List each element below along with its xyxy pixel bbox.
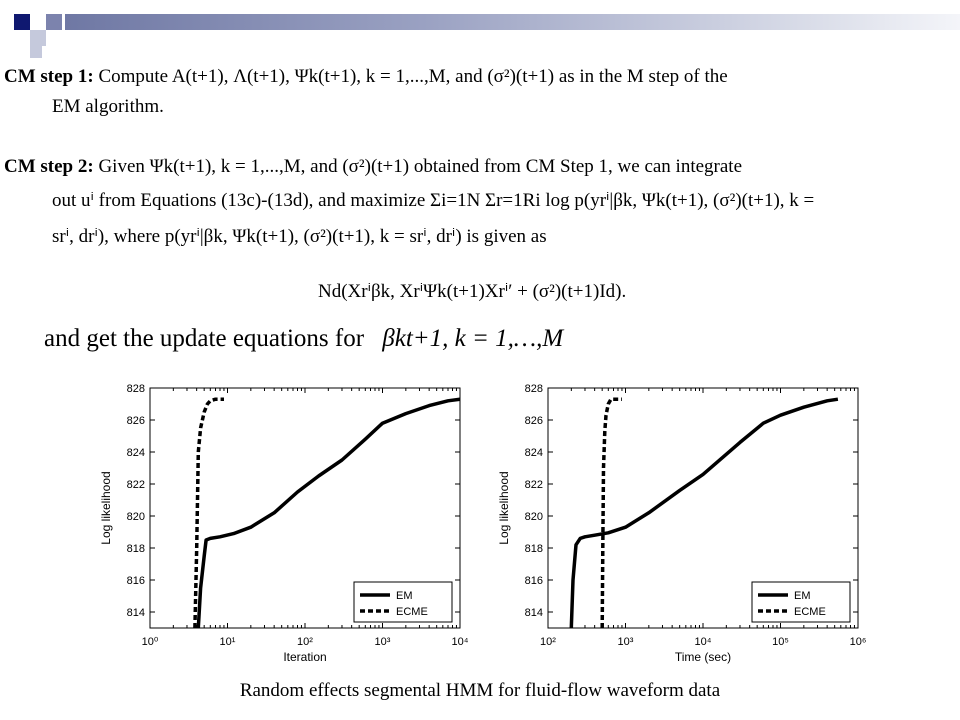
cm-step1-heading: CM step 1: xyxy=(4,66,94,87)
y-tick-label: 818 xyxy=(126,543,145,555)
cm-step2-heading: CM step 2: xyxy=(4,156,94,177)
x-tick-label: 10⁴ xyxy=(694,636,712,648)
series-line-ecme xyxy=(602,399,622,628)
x-tick-label: 10⁰ xyxy=(141,636,159,648)
accent-square-mid xyxy=(46,14,62,30)
legend-label-em: EM xyxy=(794,590,811,602)
y-tick-label: 816 xyxy=(126,575,145,587)
cm-step1-continued: EM algorithm. xyxy=(52,96,164,117)
y-tick-label: 814 xyxy=(524,607,543,619)
chart-iteration xyxy=(90,378,480,668)
cm-step2-line2: out uⁱ from Equations (13c)-(13d), and maximize Σi=1N Σr=1Ri log p(yrⁱ|βk, Ψk(t+1), (σ²)(t+1), k = xyxy=(52,190,815,211)
update-statement xyxy=(44,325,563,353)
header-gradient-bar xyxy=(65,14,960,30)
x-axis-label: Iteration xyxy=(283,650,327,664)
y-axis-label: Log likelihood xyxy=(497,471,511,545)
legend-label-ecme: ECME xyxy=(794,606,826,618)
cm-step2 xyxy=(4,152,742,182)
y-tick-label: 820 xyxy=(524,511,543,523)
cm-step1-text: Compute A(t+1), Λ(t+1), Ψk(t+1), k = 1,...,M, and (σ²)(t+1) as in the M step of the xyxy=(98,66,728,87)
slide-caption: Random effects segmental HMM for fluid-flow waveform data xyxy=(239,680,721,701)
y-tick-label: 824 xyxy=(126,447,145,459)
header-decoration xyxy=(0,0,960,60)
x-tick-label: 10¹ xyxy=(219,636,236,648)
y-tick-label: 828 xyxy=(524,383,543,395)
accent-square-dark xyxy=(14,14,30,30)
y-axis-label: Log likelihood xyxy=(99,471,113,545)
y-tick-label: 826 xyxy=(126,415,145,427)
x-tick-label: 10² xyxy=(540,636,556,648)
x-tick-label: 10³ xyxy=(374,636,391,648)
y-tick-label: 816 xyxy=(524,575,543,587)
chart-time xyxy=(488,378,878,668)
cm-step1 xyxy=(4,62,728,92)
y-tick-label: 814 xyxy=(126,607,145,619)
legend xyxy=(752,582,850,622)
x-tick-label: 10³ xyxy=(617,636,634,648)
accent-square-tiny xyxy=(30,46,42,58)
distribution-formula: Nd(Xrⁱβk, XrⁱΨk(t+1)Xrⁱ′ + (σ²)(t+1)Id). xyxy=(318,281,627,302)
y-tick-label: 820 xyxy=(126,511,145,523)
y-tick-label: 826 xyxy=(524,415,543,427)
x-tick-label: 10⁵ xyxy=(772,636,789,648)
y-tick-label: 828 xyxy=(126,383,145,395)
x-tick-label: 10⁴ xyxy=(451,636,469,648)
x-axis-label: Time (sec) xyxy=(674,650,732,664)
cm-step2-line1: Given Ψk(t+1), k = 1,...,M, and (σ²)(t+1) obtained from CM Step 1, we can integrate xyxy=(98,156,743,177)
legend-label-ecme: ECME xyxy=(396,606,428,618)
legend-label-em: EM xyxy=(396,590,413,602)
y-tick-label: 818 xyxy=(524,543,543,555)
update-math: βkt+1, k = 1,…,M xyxy=(382,325,564,352)
y-tick-label: 824 xyxy=(524,447,543,459)
x-tick-label: 10² xyxy=(297,636,313,648)
y-tick-label: 822 xyxy=(524,479,543,491)
legend xyxy=(354,582,452,622)
update-text: and get the update equations for xyxy=(44,325,365,352)
accent-square-light xyxy=(30,30,46,46)
x-tick-label: 10⁶ xyxy=(849,636,867,648)
y-tick-label: 822 xyxy=(126,479,145,491)
cm-step2-line3: srⁱ, drⁱ), where p(yrⁱ|βk, Ψk(t+1), (σ²)(t+1), k = srⁱ, drⁱ) is given as xyxy=(52,226,547,247)
